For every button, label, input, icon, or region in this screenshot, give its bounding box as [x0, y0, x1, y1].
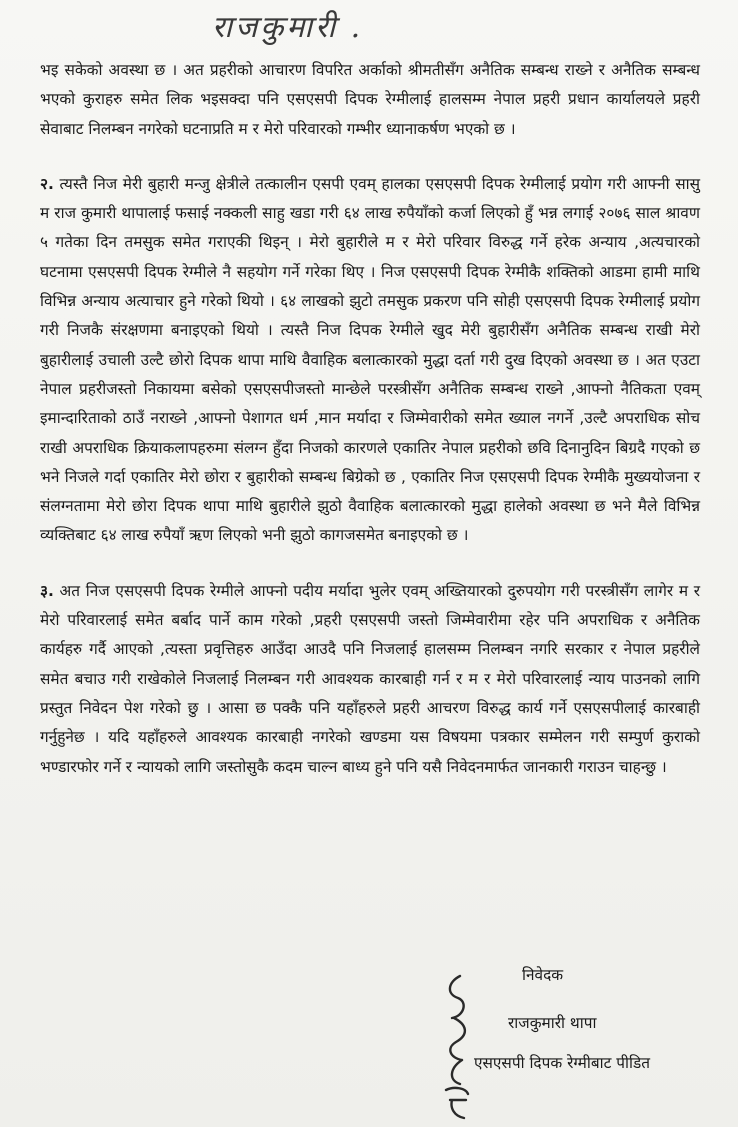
paragraph-text: अत निज एसएसपी दिपक रेग्मीले आफ्नो पदीय मर्यादा भुलेर एवम् अख्तियारको दुरुपयोग गरी परस्त्रीसँग लागेर म र मेरो परिवारलाई समेत बर्बाद पार्ने काम गरेको ,प्रहरी एसएसपी जस्तो जिम्मेवारीमा रहेर पनि अपराधिक र अनैतिक कार्यहरु गर्दै आएको ,त्यस्ता प्रवृत्तिहरु आउँदा आउदै पनि निजलाई हालसम्म निलम्बन नगरि सरकार र नेपाल प्रहरीले समेत बचाउ गरी राखेकोले निजलाई निलम्बन गरी आवश्यक कारबाही गर्न र म र मेरो परिवारलाई न्याय पाउनको लागि प्रस्तुत निवेदन पेश गरेको छु । आसा छ पक्कै पनि यहाँहरुले प्रहरी आचरण विरुद्ध कार्य गर्ने एसएसपीलाई कारबाही गर्नुहुनेछ । यदि यहाँहरुले आवश्यक कारबाही नगरेको खण्डमा यस विषयमा पत्रकार सम्मेलन गरी सम्पुर्ण कुराको भण्डारफोर गर्ने र न्यायको लागि जस्तोसुकै कदम चाल्न बाध्य हुने पनि यसै निवेदनमार्फत जानकारी गराउन चाहन्छु । [40, 581, 700, 776]
paragraph-number: ३. [40, 581, 54, 600]
paragraph-1 [40, 56, 700, 144]
paragraph-number: २. [40, 174, 54, 193]
paragraph-text: त्यस्तै निज मेरी बुहारी मन्जु क्षेत्रीले तत्कालीन एसपी एवम् हालका एसएसपी दिपक रेग्मीलाई प्रयोग गरी आफ्नी सासु म राज कुमारी थापालाई फसाई नक्कली साहु खडा गरी ६४ लाख रुपैयाँको कर्जा लिएको हुँ भन्न लगाई २०७६ साल श्रावण ५ गतेका दिन तमसुक समेत गराएकी थिइन् । मेरो बुहारीले म र मेरो परिवार विरुद्ध गर्ने हरेक अन्याय ,अत्यचारको घटनामा एसएसपी दिपक रेग्मीले नै सहयोग गर्ने गरेका थिए । निज एसएसपी दिपक रेग्मीकै शक्तिको आडमा हामी माथि विभिन्न अन्याय अत्याचार हुने गरेको थियो । ६४ लाखको झुटो तमसुक प्रकरण पनि सोही एसएसपी दिपक रेग्मीलाई प्रयोग गरी निजकै संरक्षणमा बनाइएको थियो । त्यस्तै निज दिपक रेग्मीले खुद मेरी बुहारीसँग अनैतिक सम्बन्ध राखी मेरो बुहारीलाई उचाली उल्टै छोरो दिपक थापा माथि वैवाहिक बलात्कारको मुद्धा दर्ता गरी दुख दिएको अवस्था छ । अत एउटा नेपाल प्रहरीजस्तो निकायमा बसेको एसएसपीजस्तो मान्छेले परस्त्रीसँग अनैतिक सम्बन्ध राख्ने ,आफ्नो नैतिकता एवम् इमान्दारिताको ठाउँ नराख्ने ,आफ्नो पेशागत धर्म ,मान मर्यादा र जिम्मेवारीको समेत ख्याल नगर्ने ,उल्टै अपराधिक सोच राखी अपराधिक क्रियाकलापहरुमा संलग्न हुँदा निजको कारणले एकातिर नेपाल प्रहरीको छवि दिनानुदिन बिग्रदै गएको छ भने निजले गर्दा एकातिर मेरो छोरा र बुहारीको सम्बन्ध बिग्रेको छ , एकातिर निज एसएसपी दिपक रेग्मीकै मुख्ययोजना र संलग्नतामा मेरो छोरा दिपक थापा माथि बुहारीले झुठो वैवाहिक बलात्कारको मुद्धा हालेको अवस्था छ भने मैले विभिन्न व्यक्तिबाट ६४ लाख रुपैयाँ ऋण लिएको भनी झुठो कागजसमेत बनाइएको छ । [40, 174, 700, 545]
paragraph-3 [40, 577, 700, 782]
handwritten-name-text: राजकुमारी . [212, 10, 364, 45]
handwritten-signature [440, 972, 474, 1122]
letter-body [40, 56, 700, 782]
paragraph-2 [40, 170, 700, 551]
signatory-name: राजकुमारी थापा [508, 1014, 597, 1032]
handwritten-name-header [212, 6, 442, 50]
signatory-designation: एसएसपी दिपक रेग्मीबाट पीडित [474, 1054, 651, 1072]
signature-block [440, 960, 730, 1120]
signatory-label: निवेदक [522, 966, 564, 984]
paragraph-text: भइ सकेको अवस्था छ । अत प्रहरीको आचारण विपरित अर्काको श्रीमतीसँग अनैतिक सम्बन्ध राख्ने र अनैतिक सम्बन्ध भएको कुराहरु समेत लिक भइसक्दा पनि एसएसपी दिपक रेग्मीलाई हालसम्म नेपाल प्रहरी प्रधान कार्यालयले प्रहरी सेवाबाट निलम्बन नगरेको घटनाप्रति म र मेरो परिवारको गम्भीर ध्यानाकर्षण भएको छ । [40, 61, 700, 138]
